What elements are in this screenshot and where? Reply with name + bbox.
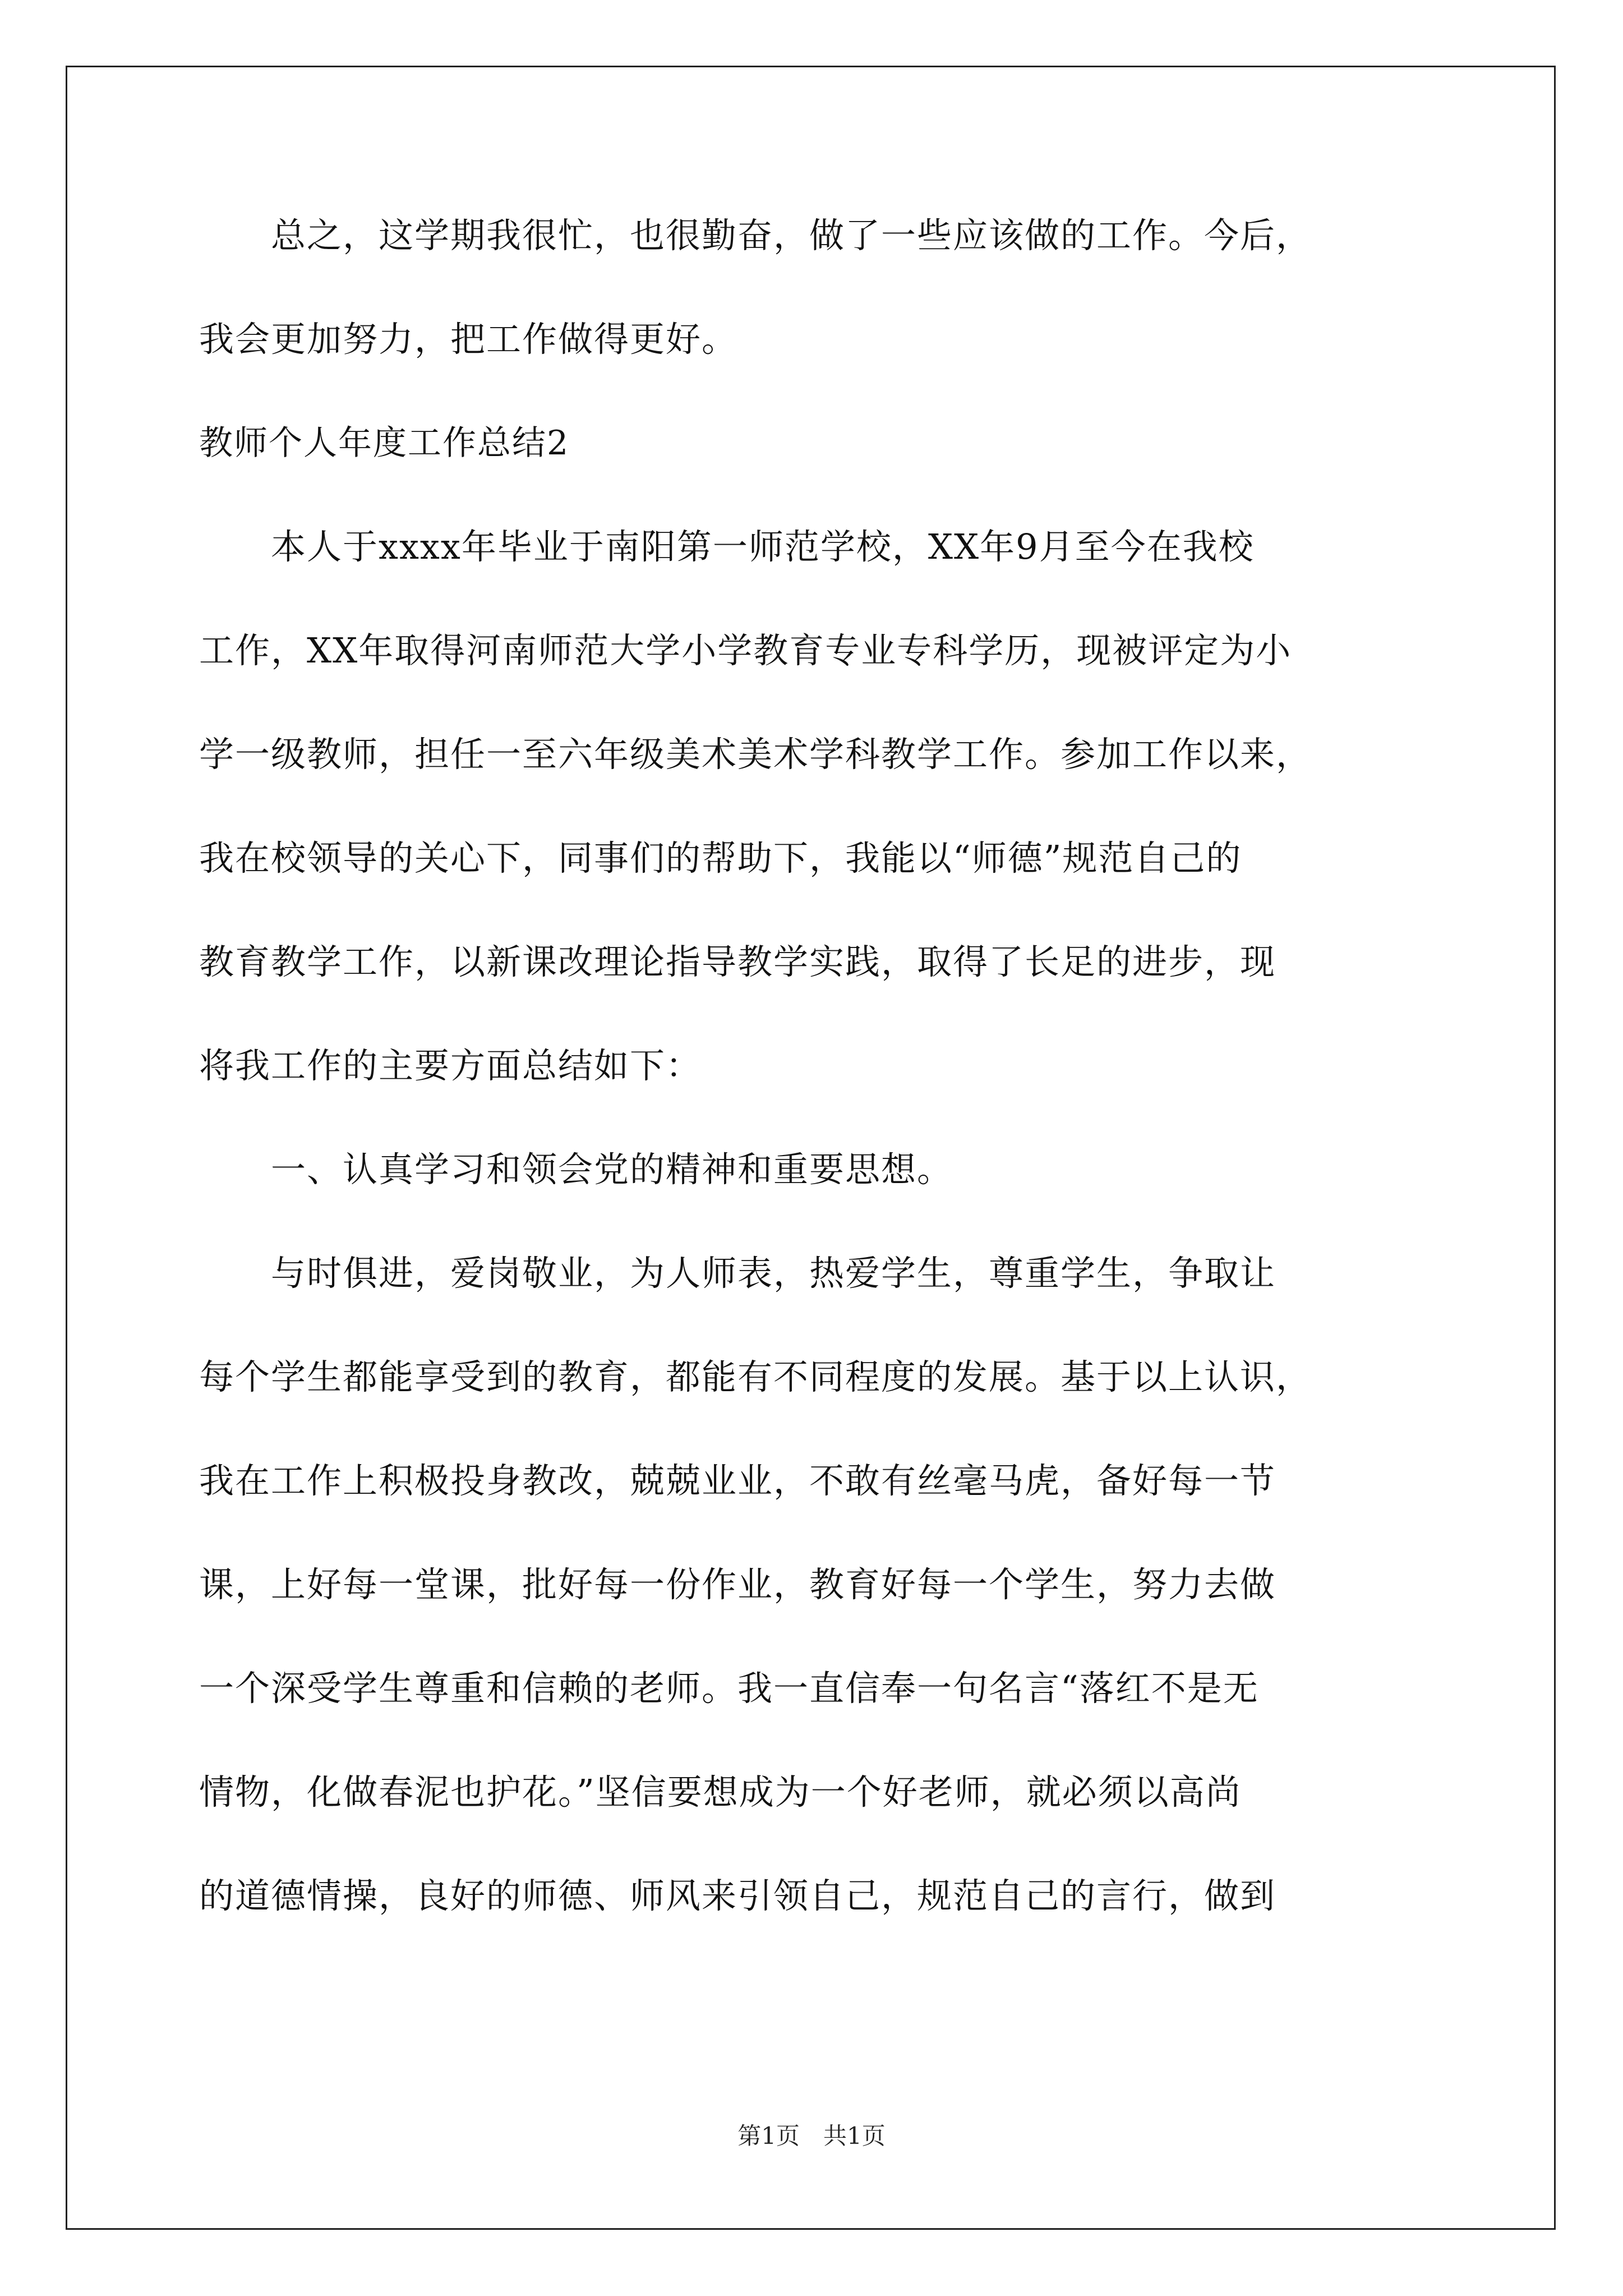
paragraph-line: 的道德情操，良好的师德、师风来引领自己，规范自己的言行，做到 [199,1875,1276,1916]
paragraph-line: 将我工作的主要方面总结如下： [199,1045,702,1086]
paragraph-line: 情物，化做春泥也护花。”坚信要想成为一个好老师，就必须以高尚 [199,1772,1242,1812]
paragraph-line: 我会更加努力，把工作做得更好。 [199,319,738,360]
paragraph-line: 与时俱进，爱岗敬业，为人师表，热爱学生，尊重学生，争取让 [199,1253,1276,1294]
section-heading: 教师个人年度工作总结2 [199,424,570,463]
paragraph-line: 工作，XX年取得河南师范大学小学教育专业专科学历，现被评定为小 [199,630,1292,671]
paragraph-line: 总之，这学期我很忙，也很勤奋，做了一些应该做的工作。今后， [199,215,1312,256]
page-number-footer: 第1页 共1页 [737,2122,886,2150]
paragraph-line: 每个学生都能享受到的教育，都能有不同程度的发展。基于以上认识， [199,1356,1312,1397]
paragraph-line: 我在工作上积极投身教改，兢兢业业，不敢有丝毫马虎，备好每一节 [199,1460,1276,1501]
paragraph-line: 教育教学工作，以新课改理论指导教学实践，取得了长足的进步，现 [199,941,1276,982]
paragraph-line: 课，上好每一堂课，批好每一份作业，教育好每一个学生，努力去做 [199,1564,1276,1605]
paragraph-line: 学一级教师，担任一至六年级美术美术学科教学工作。参加工作以来， [199,734,1312,775]
paragraph-line: 本人于xxxx年毕业于南阳第一师范学校，XX年9月至今在我校 [199,526,1255,567]
paragraph-line: 一、认真学习和领会党的精神和重要思想。 [199,1149,953,1190]
paragraph-line: 一个深受学生尊重和信赖的老师。我一直信奉一句名言“落红不是无 [199,1668,1259,1709]
paragraph-line: 我在校领导的关心下，同事们的帮助下，我能以“师德”规范自己的 [199,838,1242,878]
